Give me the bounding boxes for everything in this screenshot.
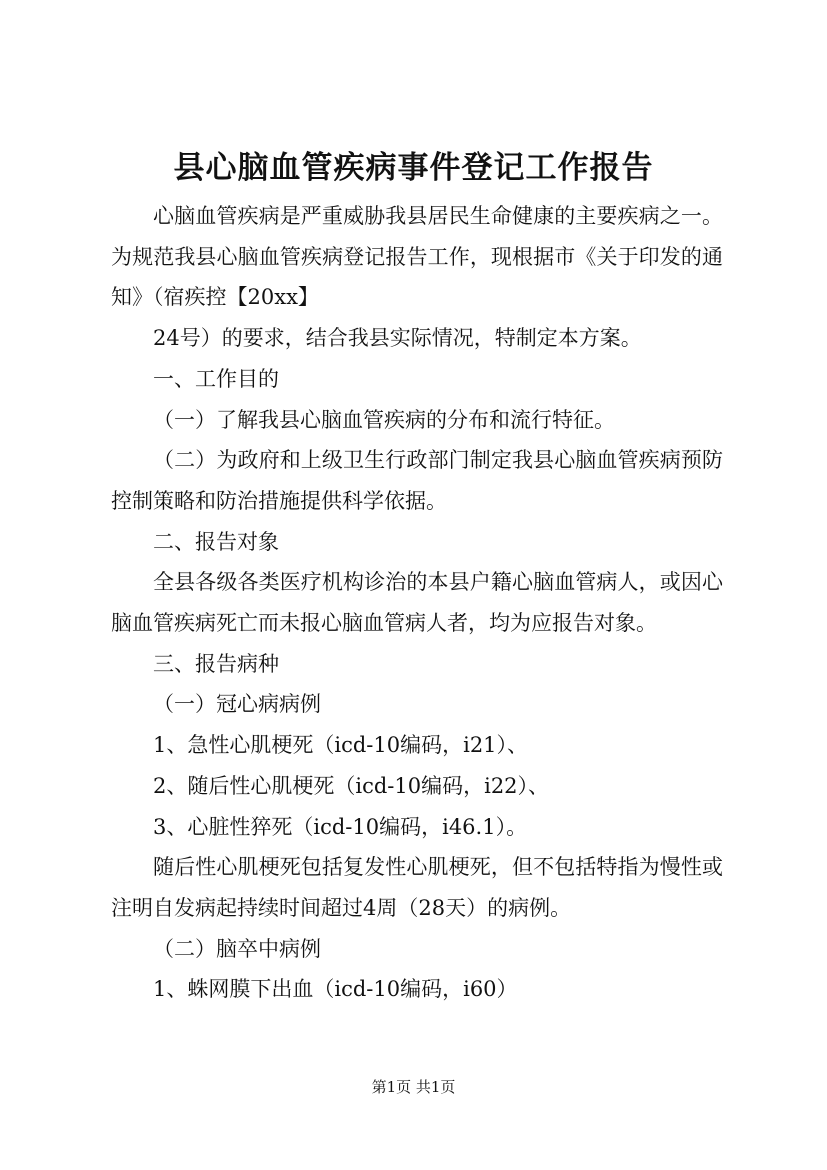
paragraph-report-target: 全县各级各类医疗机构诊治的本县户籍心脑血管病人，或因心脑血管疾病死亡而未报心脑血管病人者，均为应报告对象。 [111, 570, 723, 636]
list-item: 3、心脏性猝死（icd-10编码，i46.1）。 [153, 814, 528, 839]
paragraph-note: 随后性心肌梗死包括复发性心肌梗死，但不包括特指为慢性或注明自发病起持续时间超过4周（28天）的病例。 [111, 855, 723, 920]
document-body [111, 196, 723, 1010]
heading-section-1: 一、工作目的 [153, 366, 279, 391]
heading-section-3: 三、报告病种 [153, 651, 279, 676]
list-item: （一）了解我县心脑血管疾病的分布和流行特征。 [153, 407, 615, 432]
document-title: 县心脑血管疾病事件登记工作报告 [173, 150, 654, 186]
list-item: （二）为政府和上级卫生行政部门制定我县心脑血管疾病预防控制策略和防治措施提供科学依据。 [111, 448, 723, 513]
page-footer: 第1页 共1页 [371, 1078, 456, 1096]
list-item: 2、随后性心肌梗死（icd-10编码，i22）、 [153, 773, 550, 798]
list-item: 1、急性心肌梗死（icd-10编码，i21）、 [153, 733, 529, 758]
subheading-stroke: （二）脑卒中病例 [153, 936, 321, 961]
list-item: 1、蛛网膜下出血（icd-10编码，i60） [153, 977, 518, 1002]
heading-section-2: 二、报告对象 [153, 529, 279, 554]
subheading-coronary: （一）冠心病病例 [153, 692, 321, 717]
paragraph-intro-cont: 24号）的要求，结合我县实际情况，特制定本方案。 [153, 326, 642, 351]
paragraph-intro: 心脑血管疾病是严重威胁我县居民生命健康的主要疾病之一。为规范我县心脑血管疾病登记报告工作，现根据市《关于印发的通知》（宿疾控【20xx】 [111, 204, 723, 310]
